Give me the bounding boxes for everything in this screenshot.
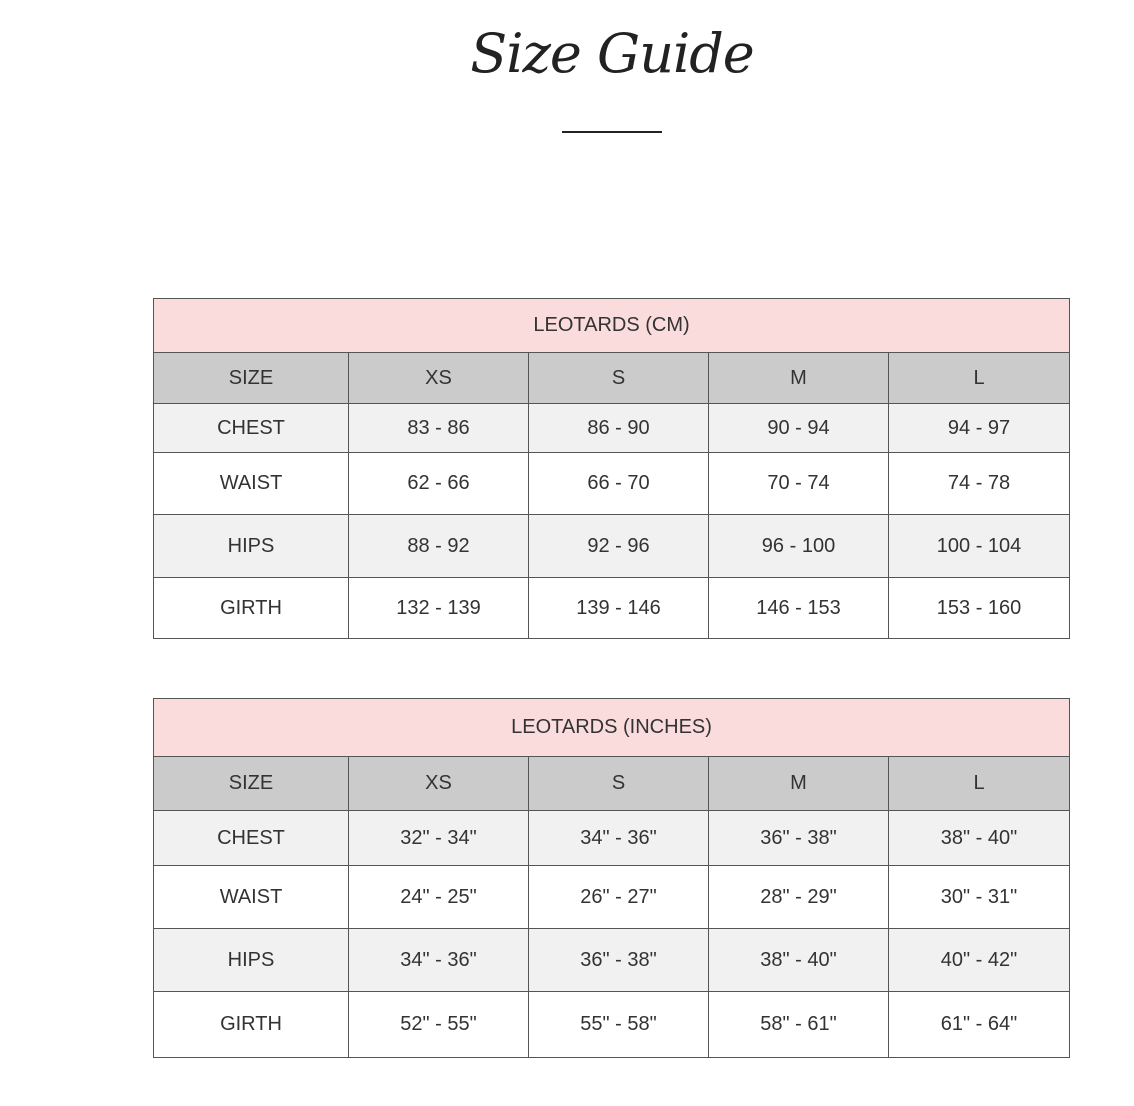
- table-cell: 74 - 78: [889, 453, 1070, 515]
- row-label: CHEST: [154, 811, 349, 866]
- table-cell: 24" - 25": [349, 866, 529, 929]
- table-cell: 61" - 64": [889, 992, 1070, 1058]
- table-cell: 90 - 94: [709, 404, 889, 453]
- table-row: [154, 578, 1070, 639]
- table-row: [154, 404, 1070, 453]
- table-cell: 38" - 40": [709, 929, 889, 992]
- table-cell: 26" - 27": [529, 866, 709, 929]
- table-cell: 153 - 160: [889, 578, 1070, 639]
- table-cell: 55" - 58": [529, 992, 709, 1058]
- table-header-row: [154, 757, 1070, 811]
- column-header: XS: [349, 757, 529, 811]
- table-cell: 66 - 70: [529, 453, 709, 515]
- table-row: [154, 515, 1070, 578]
- table-cell: 83 - 86: [349, 404, 529, 453]
- table-cell: 28" - 29": [709, 866, 889, 929]
- row-label: GIRTH: [154, 578, 349, 639]
- table-cell: 96 - 100: [709, 515, 889, 578]
- table-cell: 58" - 61": [709, 992, 889, 1058]
- table-cell: 34" - 36": [529, 811, 709, 866]
- table-cell: 132 - 139: [349, 578, 529, 639]
- table-cell: 94 - 97: [889, 404, 1070, 453]
- table-cell: 92 - 96: [529, 515, 709, 578]
- row-label: HIPS: [154, 515, 349, 578]
- table-cell: 36" - 38": [529, 929, 709, 992]
- table-cell: 62 - 66: [349, 453, 529, 515]
- table-row: [154, 992, 1070, 1058]
- row-label: GIRTH: [154, 992, 349, 1058]
- row-label: WAIST: [154, 453, 349, 515]
- row-label: WAIST: [154, 866, 349, 929]
- row-label: CHEST: [154, 404, 349, 453]
- table-caption: LEOTARDS (INCHES): [154, 699, 1070, 757]
- column-header: M: [709, 757, 889, 811]
- column-header: XS: [349, 353, 529, 404]
- table-cell: 100 - 104: [889, 515, 1070, 578]
- table-cell: 146 - 153: [709, 578, 889, 639]
- table-cell: 40" - 42": [889, 929, 1070, 992]
- table-cell: 52" - 55": [349, 992, 529, 1058]
- size-table-cm: [153, 298, 1070, 639]
- table-cell: 30" - 31": [889, 866, 1070, 929]
- table-row: [154, 811, 1070, 866]
- table-cell: 32" - 34": [349, 811, 529, 866]
- table-row: [154, 929, 1070, 992]
- column-header: SIZE: [154, 353, 349, 404]
- column-header: S: [529, 353, 709, 404]
- table-cell: 36" - 38": [709, 811, 889, 866]
- table-header-row: [154, 353, 1070, 404]
- column-header: S: [529, 757, 709, 811]
- table-caption-row: [154, 699, 1070, 757]
- row-label: HIPS: [154, 929, 349, 992]
- table-cell: 38" - 40": [889, 811, 1070, 866]
- table-cell: 34" - 36": [349, 929, 529, 992]
- size-table-inches: [153, 698, 1070, 1058]
- table-cell: 88 - 92: [349, 515, 529, 578]
- column-header: L: [889, 353, 1070, 404]
- table-cell: 86 - 90: [529, 404, 709, 453]
- table-caption: LEOTARDS (CM): [154, 299, 1070, 353]
- table-row: [154, 453, 1070, 515]
- column-header: M: [709, 353, 889, 404]
- table-row: [154, 866, 1070, 929]
- page-title: Size Guide: [470, 22, 754, 85]
- table-caption-row: [154, 299, 1070, 353]
- table-cell: 70 - 74: [709, 453, 889, 515]
- table-cell: 139 - 146: [529, 578, 709, 639]
- column-header: SIZE: [154, 757, 349, 811]
- title-divider: [562, 131, 662, 133]
- column-header: L: [889, 757, 1070, 811]
